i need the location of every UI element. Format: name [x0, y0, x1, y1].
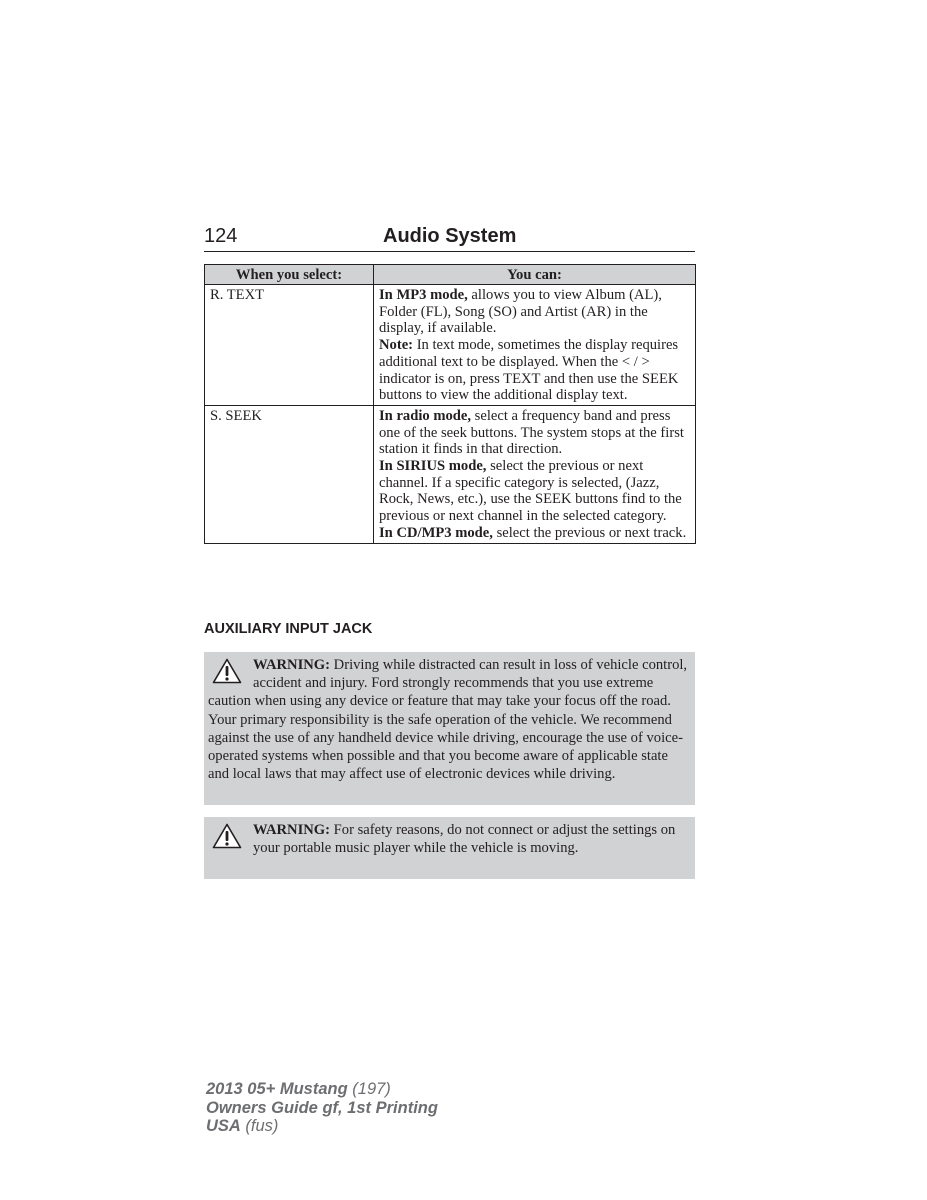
- warning-triangle-icon: [212, 658, 242, 684]
- page-header: [204, 224, 695, 252]
- footer-market: USA: [206, 1117, 241, 1135]
- action-paragraph: [379, 458, 690, 525]
- mode-label: In SIRIUS mode,: [379, 458, 487, 475]
- mode-text: allows you to view Album (AL), Folder (FL), Song (SO) and Artist (AR) in the display, if available.: [379, 287, 662, 337]
- footer-model-code: (197): [347, 1080, 391, 1098]
- footer-model: 2013 05+ Mustang: [206, 1080, 348, 1098]
- column-header-action: You can:: [374, 265, 696, 285]
- warning-label: WARNING:: [253, 822, 331, 838]
- footer-guide: Owners Guide gf, 1st Printing: [206, 1098, 438, 1117]
- column-header-select: When you select:: [205, 265, 374, 285]
- footer-line: [206, 1080, 438, 1099]
- table-row: [205, 405, 696, 543]
- action-paragraph: [379, 525, 690, 542]
- note-text: In text mode, sometimes the display requires additional text to be displayed. When the < / > indicator is on, press TEXT and then use the SEEK buttons to view the additional display text.: [379, 337, 679, 404]
- warning-box: [204, 652, 695, 805]
- action-paragraph: [379, 408, 690, 458]
- select-cell: S. SEEK: [205, 405, 374, 543]
- warning-text: For safety reasons, do not connect or adjust the settings on your portable music player while the vehicle is moving.: [253, 822, 676, 857]
- footer-line: [206, 1117, 438, 1136]
- note-label: Note:: [379, 337, 414, 354]
- subheading-auxiliary-input-jack: AUXILIARY INPUT JACK: [204, 621, 373, 637]
- footer-line: [206, 1099, 438, 1118]
- mode-text: select the previous or next channel. If a specific category is selected, (Jazz, Rock, News, etc.), use the SEEK buttons find to the previous or next channel in the selected category.: [379, 458, 682, 525]
- section-title: Audio System: [383, 225, 517, 247]
- page-number: 124: [204, 225, 238, 247]
- action-paragraph: [379, 337, 690, 404]
- warning-box: [204, 817, 695, 879]
- action-cell: [374, 285, 696, 406]
- action-cell: [374, 405, 696, 543]
- table-header-row: [205, 265, 696, 285]
- action-paragraph: [379, 287, 690, 337]
- function-table: [204, 264, 696, 544]
- warning-text: Driving while distracted can result in loss of vehicle control, accident and injury. Ford strongly recommends that you use extreme caution when using any device or feature that may take your focus off the road. Your primary responsibility is the safe operation of the vehicle. We recommend against the use of any handheld device while driving, encourage the use of voice-operated systems when possible and that you become aware of applicable state and local laws that may affect use of electronic devices while driving.: [208, 657, 688, 783]
- footer-market-code: (fus): [240, 1117, 279, 1135]
- table-row: [205, 285, 696, 406]
- warning-triangle-icon: [212, 823, 242, 849]
- mode-text: select the previous or next track.: [492, 524, 687, 541]
- select-cell: R. TEXT: [205, 285, 374, 406]
- print-footer: [206, 1080, 438, 1136]
- mode-label: In MP3 mode,: [379, 287, 468, 303]
- warning-label: WARNING:: [253, 657, 331, 673]
- mode-text: select a frequency band and press one of the seek buttons. The system stops at the first station it finds in that direction.: [379, 407, 684, 458]
- mode-label: In CD/MP3 mode,: [379, 524, 493, 541]
- mode-label: In radio mode,: [379, 407, 472, 424]
